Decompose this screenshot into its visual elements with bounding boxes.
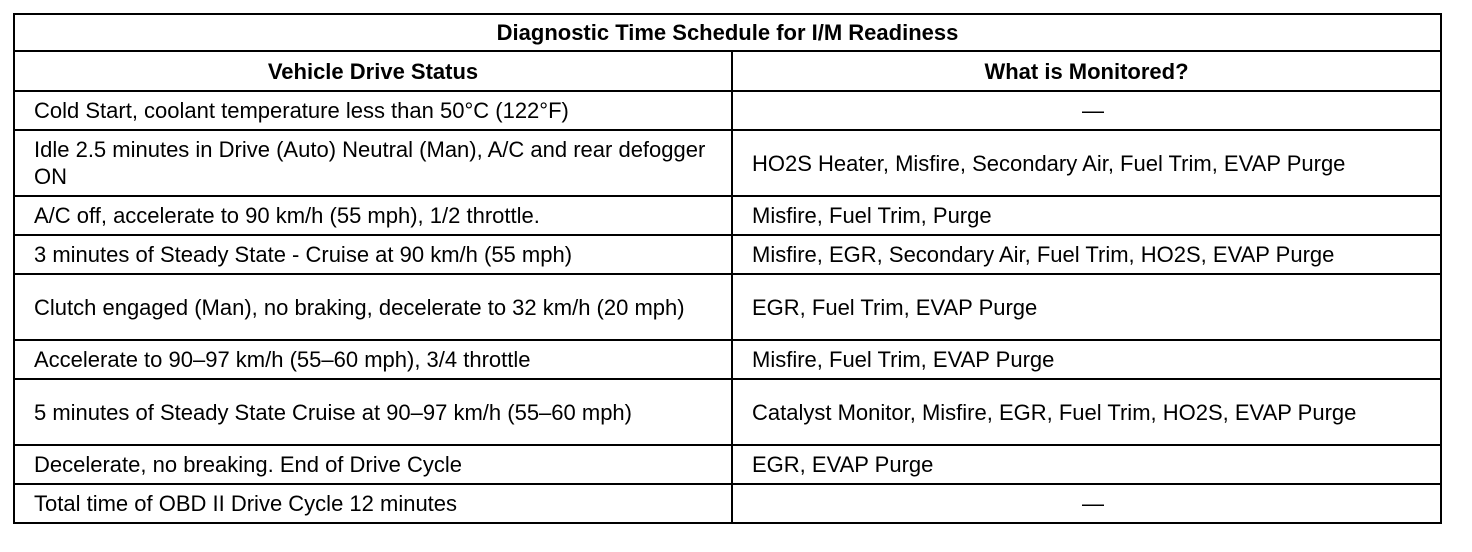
table-header-row bbox=[14, 51, 1441, 91]
table-row bbox=[14, 274, 1441, 340]
column-header-drive-status: Vehicle Drive Status bbox=[14, 51, 732, 91]
column-header-monitored: What is Monitored? bbox=[732, 51, 1441, 91]
drive-status-cell: Idle 2.5 minutes in Drive (Auto) Neutral (Man), A/C and rear defogger ON bbox=[14, 130, 732, 196]
drive-status-cell: Cold Start, coolant temperature less than 50°C (122°F) bbox=[14, 91, 732, 130]
table-row bbox=[14, 130, 1441, 196]
monitored-cell: EGR, EVAP Purge bbox=[732, 445, 1441, 484]
monitored-cell: EGR, Fuel Trim, EVAP Purge bbox=[732, 274, 1441, 340]
monitored-cell: HO2S Heater, Misfire, Secondary Air, Fuel Trim, EVAP Purge bbox=[732, 130, 1441, 196]
table-row bbox=[14, 91, 1441, 130]
table-row bbox=[14, 445, 1441, 484]
drive-status-cell: 3 minutes of Steady State - Cruise at 90 km/h (55 mph) bbox=[14, 235, 732, 274]
table-row bbox=[14, 235, 1441, 274]
table-row bbox=[14, 340, 1441, 379]
table-row bbox=[14, 379, 1441, 445]
drive-status-cell: Decelerate, no breaking. End of Drive Cycle bbox=[14, 445, 732, 484]
schedule-table-container bbox=[13, 13, 1442, 524]
monitored-cell: Misfire, Fuel Trim, EVAP Purge bbox=[732, 340, 1441, 379]
table-row bbox=[14, 484, 1441, 523]
drive-status-cell: Total time of OBD II Drive Cycle 12 minutes bbox=[14, 484, 732, 523]
monitored-cell: — bbox=[732, 91, 1441, 130]
diagnostic-schedule-table bbox=[13, 13, 1442, 524]
monitored-cell: Misfire, EGR, Secondary Air, Fuel Trim, HO2S, EVAP Purge bbox=[732, 235, 1441, 274]
monitored-cell: Catalyst Monitor, Misfire, EGR, Fuel Trim, HO2S, EVAP Purge bbox=[732, 379, 1441, 445]
table-title-row bbox=[14, 14, 1441, 51]
drive-status-cell: Accelerate to 90–97 km/h (55–60 mph), 3/4 throttle bbox=[14, 340, 732, 379]
drive-status-cell: Clutch engaged (Man), no braking, decelerate to 32 km/h (20 mph) bbox=[14, 274, 732, 340]
monitored-cell: Misfire, Fuel Trim, Purge bbox=[732, 196, 1441, 235]
table-title: Diagnostic Time Schedule for I/M Readiness bbox=[14, 14, 1441, 51]
drive-status-cell: 5 minutes of Steady State Cruise at 90–97 km/h (55–60 mph) bbox=[14, 379, 732, 445]
monitored-cell: — bbox=[732, 484, 1441, 523]
table-row bbox=[14, 196, 1441, 235]
drive-status-cell: A/C off, accelerate to 90 km/h (55 mph), 1/2 throttle. bbox=[14, 196, 732, 235]
